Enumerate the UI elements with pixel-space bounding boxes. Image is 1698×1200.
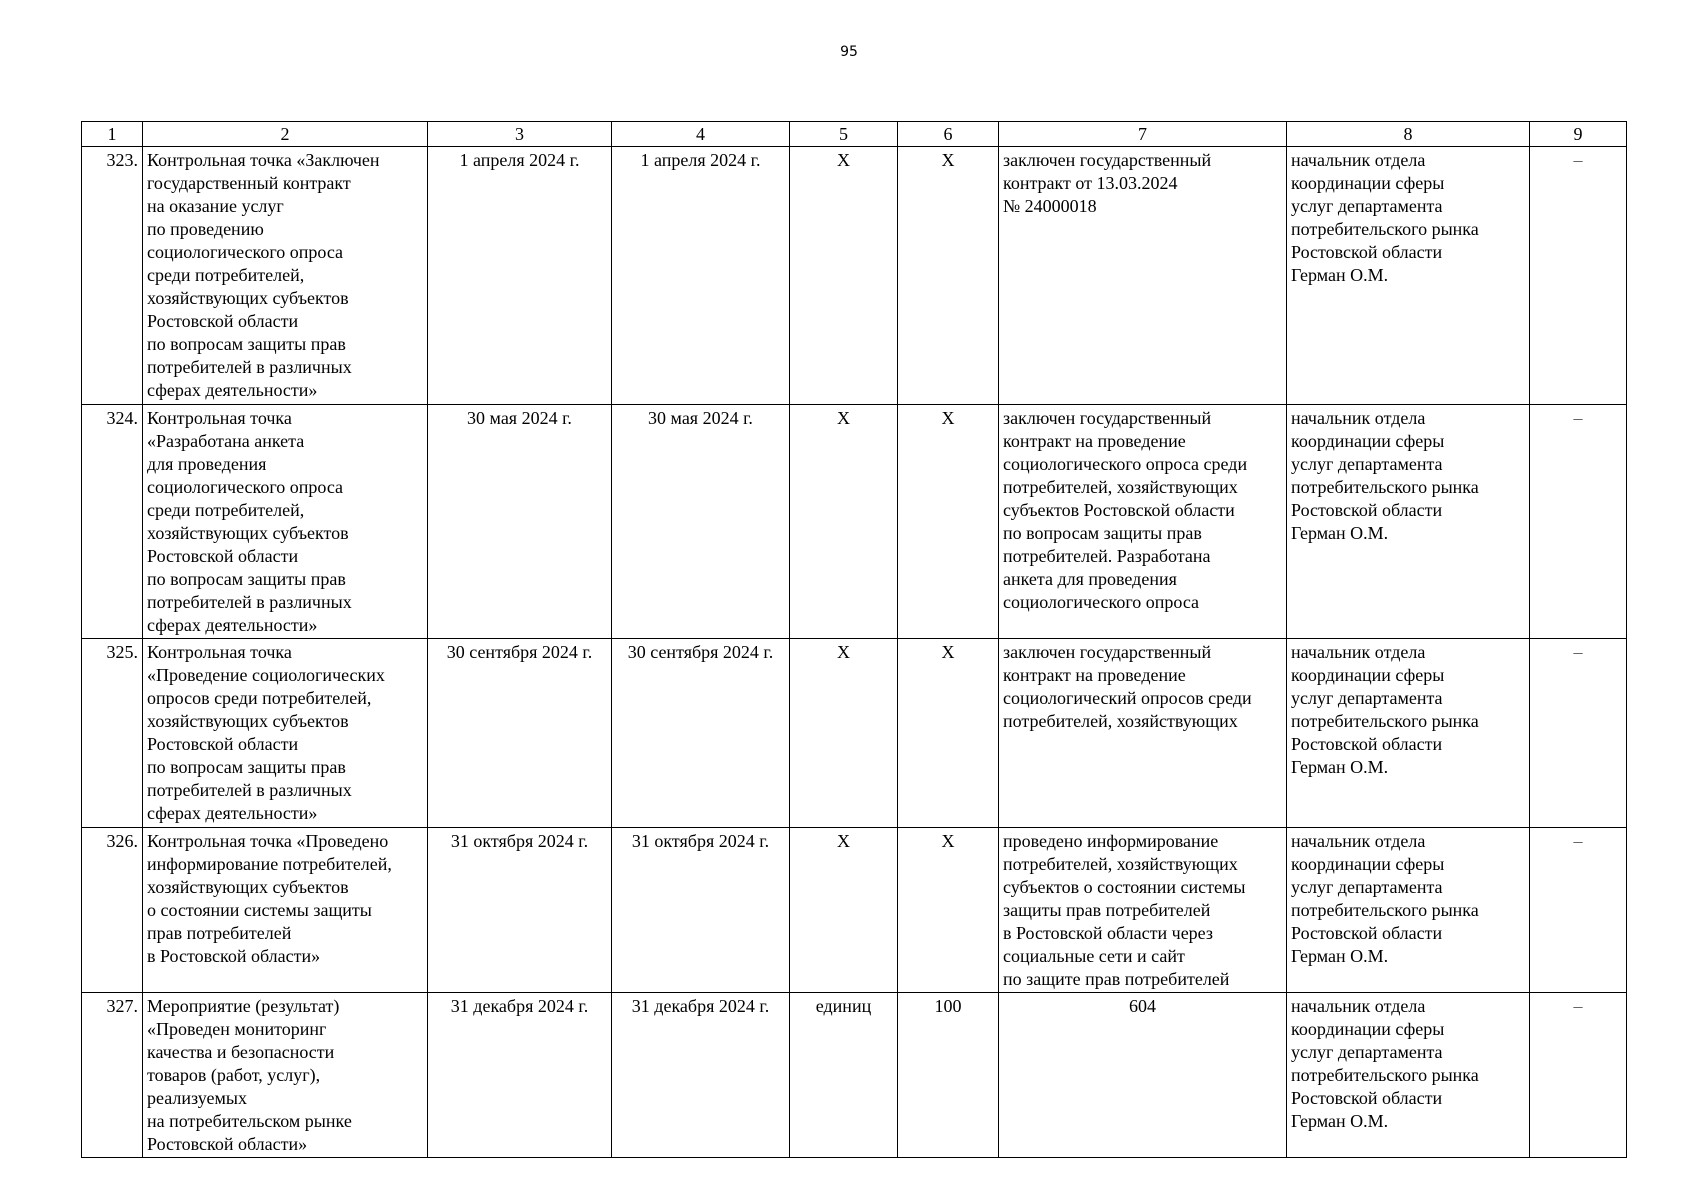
plan-value: X — [898, 828, 999, 993]
fact-date: 30 мая 2024 г. — [612, 405, 790, 639]
unit: X — [790, 639, 898, 828]
row-number: 324. — [82, 405, 143, 639]
column-header: 7 — [999, 122, 1287, 147]
note: – — [1530, 828, 1627, 993]
table-header-row — [82, 122, 1627, 147]
status-text: заключен государственный контракт на проведение социологический опросов среди потребителей, хозяйствующих — [999, 639, 1287, 828]
column-header: 8 — [1287, 122, 1530, 147]
row-number: 325. — [82, 639, 143, 828]
plan-value: X — [898, 405, 999, 639]
fact-date: 31 октября 2024 г. — [612, 828, 790, 993]
fact-date: 30 сентября 2024 г. — [612, 639, 790, 828]
report-table — [81, 121, 1627, 1158]
column-header: 4 — [612, 122, 790, 147]
note: – — [1530, 405, 1627, 639]
page-number: 95 — [840, 44, 858, 60]
event-name: Мероприятие (результат) «Проведен мониторинг качества и безопасности товаров (работ, услуг), реализуемых на потребительском рынке Ростовской области» — [143, 993, 428, 1158]
unit: X — [790, 405, 898, 639]
responsible-person: начальник отдела координации сферы услуг департамента потребительского рынка Ростовской области Герман О.М. — [1287, 639, 1530, 828]
plan-date: 30 сентября 2024 г. — [428, 639, 612, 828]
row-number: 326. — [82, 828, 143, 993]
column-header: 3 — [428, 122, 612, 147]
row-number: 323. — [82, 147, 143, 405]
plan-value: 100 — [898, 993, 999, 1158]
event-name: Контрольная точка «Заключен государственный контракт на оказание услуг по проведению социологического опроса среди потребителей, хозяйствующих субъектов Ростовской области по вопросам защиты прав потребителей в различных сферах деятельности» — [143, 147, 428, 405]
responsible-person: начальник отдела координации сферы услуг департамента потребительского рынка Ростовской области Герман О.М. — [1287, 147, 1530, 405]
responsible-person: начальник отдела координации сферы услуг департамента потребительского рынка Ростовской области Герман О.М. — [1287, 993, 1530, 1158]
status-text: проведено информирование потребителей, хозяйствующих субъектов о состоянии системы защиты прав потребителей в Ростовской области через социальные сети и сайт по защите прав потребителей — [999, 828, 1287, 993]
responsible-person: начальник отдела координации сферы услуг департамента потребительского рынка Ростовской области Герман О.М. — [1287, 828, 1530, 993]
note: – — [1530, 639, 1627, 828]
event-name: Контрольная точка «Проведено информирование потребителей, хозяйствующих субъектов о состоянии системы защиты прав потребителей в Ростовской области» — [143, 828, 428, 993]
plan-date: 30 мая 2024 г. — [428, 405, 612, 639]
table-row — [82, 639, 1627, 828]
note: – — [1530, 993, 1627, 1158]
plan-value: X — [898, 639, 999, 828]
status-text: 604 — [999, 993, 1287, 1158]
row-number: 327. — [82, 993, 143, 1158]
unit: X — [790, 147, 898, 405]
column-header: 9 — [1530, 122, 1627, 147]
note: – — [1530, 147, 1627, 405]
responsible-person: начальник отдела координации сферы услуг департамента потребительского рынка Ростовской области Герман О.М. — [1287, 405, 1530, 639]
unit: X — [790, 828, 898, 993]
status-text: заключен государственный контракт от 13.03.2024 № 24000018 — [999, 147, 1287, 405]
fact-date: 31 декабря 2024 г. — [612, 993, 790, 1158]
status-text: заключен государственный контракт на проведение социологического опроса среди потребителей, хозяйствующих субъектов Ростовской области по вопросам защиты прав потребителей. Разработана анкета для проведения социологического опроса — [999, 405, 1287, 639]
table-row — [82, 405, 1627, 639]
event-name: Контрольная точка «Проведение социологических опросов среди потребителей, хозяйствующих субъектов Ростовской области по вопросам защиты прав потребителей в различных сферах деятельности» — [143, 639, 428, 828]
plan-date: 31 декабря 2024 г. — [428, 993, 612, 1158]
column-header: 2 — [143, 122, 428, 147]
fact-date: 1 апреля 2024 г. — [612, 147, 790, 405]
plan-date: 1 апреля 2024 г. — [428, 147, 612, 405]
plan-date: 31 октября 2024 г. — [428, 828, 612, 993]
unit: единиц — [790, 993, 898, 1158]
column-header: 1 — [82, 122, 143, 147]
column-header: 5 — [790, 122, 898, 147]
column-header: 6 — [898, 122, 999, 147]
event-name: Контрольная точка «Разработана анкета для проведения социологического опроса среди потребителей, хозяйствующих субъектов Ростовской области по вопросам защиты прав потребителей в различных сферах деятельности» — [143, 405, 428, 639]
table-row — [82, 993, 1627, 1158]
table-row — [82, 828, 1627, 993]
table-row — [82, 147, 1627, 405]
plan-value: X — [898, 147, 999, 405]
